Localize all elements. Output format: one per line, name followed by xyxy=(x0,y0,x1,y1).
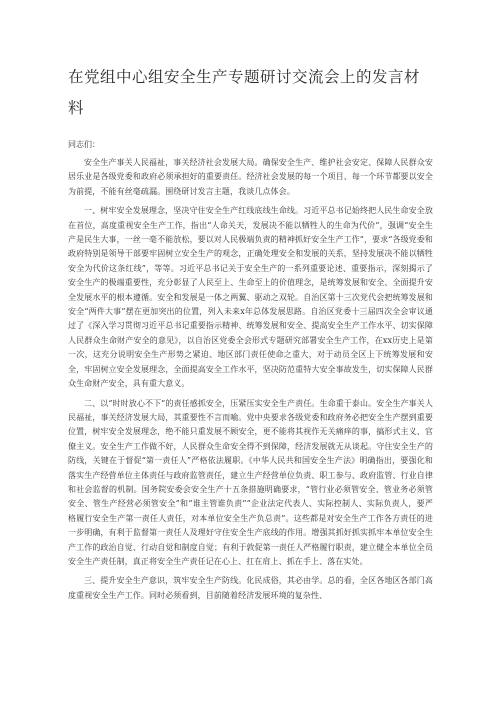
paragraph-section-3: 三、提升安全生产意识，筑牢安全生产防线。化民成俗，其必由学。总的看，全区各地区各部门高度重视安全生产工作。同时必须看到，目前随着经济发展环境的复杂性、 xyxy=(68,576,433,600)
paragraph-section-1: 一、树牢安全发展理念，坚决守住安全生产红线底线生命线。习近平总书记始终把人民生命安全放在首位，高度重视安全生产工作，指出“人命关天，发展决不能以牺牲人的生命为代价”，强调“安全生产是民生大事，一丝一毫不能放松，要以对人民极端负责的精神抓好安全生产工作”，要求“各级党委和政府特别是领导干部要牢固树立安全生产的观念，正确处理安全和发展的关系，坚持发展决不能以牺牲安全为代价这条红线”，等等。习近平总书记关于安全生产的一系列重要论述、重要指示，深刻揭示了安全生产的极端重要性，充分彰显了人民至上、生命至上的价值理念，是统筹发展和安全、全面提升安全发展水平的根本遵循。安全和发展是一体之两翼、驱动之双轮。自治区第十三次党代会把统筹发展和安全“两件大事”摆在更加突出的位置，列入未来x年总体发展思路。自治区党委十三届四次全会审议通过了《深入学习贯彻习近平总书记重要指示精神、统筹发展和安全、提高安全生产工作水平、切实保障人民群众生命财产安全的意见》，以自治区党委全会形式专题研究部署安全生产工作，在xx历史上是第一次，这充分说明安全生产形势之紧迫、地区部门责任使命之重大，对于动员全区上下统筹发展和安全，牢固树立安全发展理念，全面提高安全工作水平，坚决防范重特大安全事故发生，切实保障人民群众生命财产安全，具有重大意义。 xyxy=(68,206,433,389)
document-page xyxy=(68,62,433,608)
paragraph-intro: 安全生产事关人民福祉，事关经济社会发展大局。确保安全生产、维护社会安定、保障人民群众安居乐业是各级党委和政府必须承担好的重要责任。经济社会发展的每一个项目、每一个环节都要以安全为前提，不能有丝毫疏漏。围绕研讨发言主题，我谈几点体会。 xyxy=(68,158,433,196)
salutation: 同志们： xyxy=(68,140,100,149)
paragraph-section-2: 二、以“时时放心不下”的责任感抓安全，压紧压实安全生产责任。生命重于泰山。安全生产事关人民福祉，事关经济发展大局，其重要性不言而喻。党中央要求各级党委和政府务必把安全生产摆到重要位置，树牢安全发展理念，绝不能只重发展不顾安全，更不能将其视作无关痛痒的事，搞形式主义、官僚主义。安全生产工作做不好，人民群众生命安全得不到保障，经济发展就无从谈起。守住安全生产的防线，关键在于督促“第一责任人”严格依法履职。《中华人民共和国安全生产法》明确指出，要强化和落实生产经营单位主体责任与政府监管责任，建立生产经营单位负责、职工参与、政府监管、行业自律和社会监督的机制。国务院安委会安全生产十五条措施明确要求，“管行业必须管安全、管业务必须管安全、管生产经营必须管安全”和“谁主管谁负责”“企业法定代表人、实际控制人、实际负责人，要严格履行安全生产第一责任人责任，对本单位安全生产负总责”。这些都是对安全生产工作各方责任的进一步明确，有利于监督第一责任人及理好守住安全生产底线的作用。增强其抓好抓实抓牢本单位安全生产工作的政治自觉、行动自觉和制度自觉；有利于敦促第一责任人严格履行职责，建立健全本单位全员安全生产责任制，真正将安全生产责任记在心上、扛在肩上、抓在手上、落在实处。 xyxy=(68,398,433,566)
document-title: 在党组中心组安全生产专题研讨交流会上的发言材料 xyxy=(68,68,421,117)
